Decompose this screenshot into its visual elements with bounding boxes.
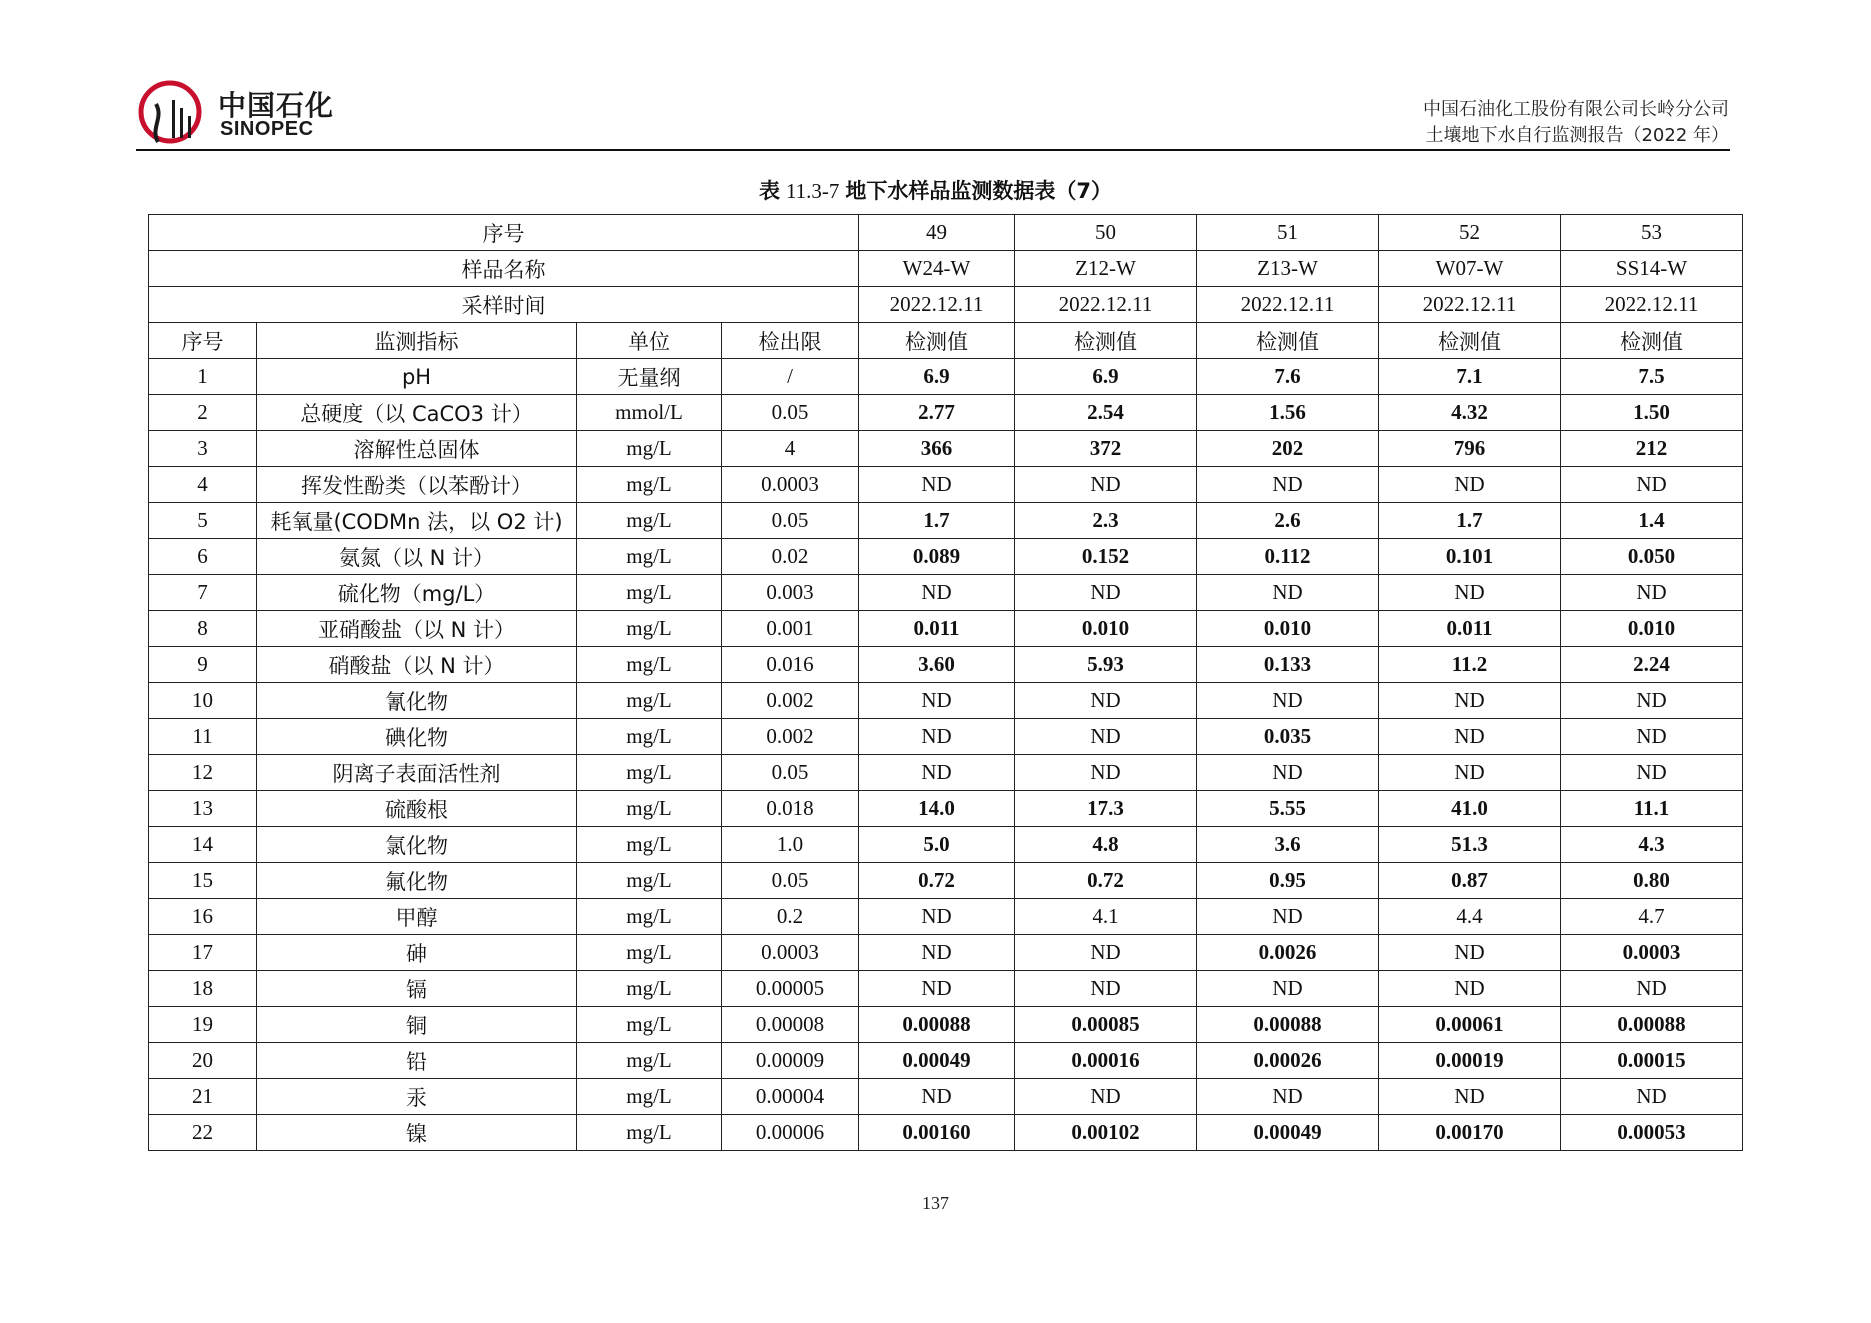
table-row [149, 755, 1743, 791]
serial-cell: 52 [1379, 215, 1561, 251]
serial-cell: 51 [1197, 215, 1379, 251]
row-detection-limit-cell: 0.016 [722, 647, 859, 683]
table-title-prefix: 表 [758, 179, 780, 203]
row-indicator-cell: 镉 [257, 971, 577, 1007]
row-detection-limit-cell: 0.0003 [722, 935, 859, 971]
sample-name-cell: W07-W [1379, 251, 1561, 287]
row-value-cell: 0.010 [1015, 611, 1197, 647]
row-value-cell: 11.1 [1561, 791, 1743, 827]
row-value-cell: 0.011 [1379, 611, 1561, 647]
row-indicator-cell: 阴离子表面活性剂 [257, 755, 577, 791]
row-value-cell: 0.00015 [1561, 1043, 1743, 1079]
row-indicator-cell: 砷 [257, 935, 577, 971]
row-serial-cell: 16 [149, 899, 257, 935]
row-serial-cell: 17 [149, 935, 257, 971]
row-detection-limit-cell: 0.0003 [722, 467, 859, 503]
row-unit-cell: mg/L [577, 683, 722, 719]
header-value: 检测值 [1561, 323, 1743, 359]
row-detection-limit-cell: 0.05 [722, 395, 859, 431]
sampling-time-cell: 2022.12.11 [1197, 287, 1379, 323]
sample-name-cell: Z12-W [1015, 251, 1197, 287]
row-unit-cell: mg/L [577, 647, 722, 683]
row-detection-limit-cell: 0.001 [722, 611, 859, 647]
row-detection-limit-cell: 0.05 [722, 863, 859, 899]
row-serial-cell: 10 [149, 683, 257, 719]
serial-cell: 50 [1015, 215, 1197, 251]
row-unit-cell: mg/L [577, 1007, 722, 1043]
row-indicator-cell: 汞 [257, 1079, 577, 1115]
row-value-cell: ND [1379, 971, 1561, 1007]
row-value-cell: 4.1 [1015, 899, 1197, 935]
row-serial-cell: 15 [149, 863, 257, 899]
row-indicator-cell: 溶解性总固体 [257, 431, 577, 467]
row-serial-cell: 1 [149, 359, 257, 395]
row-value-cell: 0.112 [1197, 539, 1379, 575]
row-value-cell: 372 [1015, 431, 1197, 467]
row-value-cell: ND [1379, 683, 1561, 719]
row-indicator-cell: 氰化物 [257, 683, 577, 719]
row-value-cell: 3.60 [859, 647, 1015, 683]
header-unit: 单位 [577, 323, 722, 359]
row-value-cell: 1.7 [859, 503, 1015, 539]
row-value-cell: 0.089 [859, 539, 1015, 575]
row-value-cell: 0.101 [1379, 539, 1561, 575]
row-value-cell: ND [1379, 719, 1561, 755]
row-serial-cell: 5 [149, 503, 257, 539]
row-serial-cell: 12 [149, 755, 257, 791]
sample-name-cell: W24-W [859, 251, 1015, 287]
row-value-cell: 0.00170 [1379, 1115, 1561, 1151]
row-detection-limit-cell: 0.018 [722, 791, 859, 827]
row-value-cell: ND [859, 935, 1015, 971]
table-row [149, 395, 1743, 431]
sampling-time-cell: 2022.12.11 [1561, 287, 1743, 323]
row-value-cell: 0.050 [1561, 539, 1743, 575]
row-value-cell: 366 [859, 431, 1015, 467]
row-value-cell: ND [859, 683, 1015, 719]
top-row-sample-name [149, 251, 1743, 287]
row-serial-cell: 22 [149, 1115, 257, 1151]
row-value-cell: 0.133 [1197, 647, 1379, 683]
row-value-cell: 0.72 [1015, 863, 1197, 899]
page-number: 137 [922, 1193, 949, 1213]
row-unit-cell: mg/L [577, 431, 722, 467]
row-serial-cell: 3 [149, 431, 257, 467]
row-value-cell: 0.00160 [859, 1115, 1015, 1151]
table-row [149, 431, 1743, 467]
row-value-cell: ND [1561, 467, 1743, 503]
row-value-cell: ND [859, 575, 1015, 611]
row-value-cell: 1.7 [1379, 503, 1561, 539]
row-serial-cell: 6 [149, 539, 257, 575]
table-row [149, 863, 1743, 899]
row-detection-limit-cell: 1.0 [722, 827, 859, 863]
row-value-cell: 11.2 [1379, 647, 1561, 683]
row-value-cell: 0.00102 [1015, 1115, 1197, 1151]
sampling-time-cell: 2022.12.11 [1015, 287, 1197, 323]
row-value-cell: ND [1379, 755, 1561, 791]
row-indicator-cell: 镍 [257, 1115, 577, 1151]
row-value-cell: 0.035 [1197, 719, 1379, 755]
row-unit-cell: mg/L [577, 935, 722, 971]
row-indicator-cell: 耗氧量(CODMn 法，以 O2 计) [257, 503, 577, 539]
row-serial-cell: 21 [149, 1079, 257, 1115]
row-value-cell: 0.010 [1561, 611, 1743, 647]
row-indicator-cell: 硫酸根 [257, 791, 577, 827]
row-unit-cell: 无量纲 [577, 359, 722, 395]
row-value-cell: ND [1197, 575, 1379, 611]
row-value-cell: 0.00088 [1561, 1007, 1743, 1043]
row-value-cell: ND [1015, 683, 1197, 719]
table-row [149, 1007, 1743, 1043]
row-value-cell: ND [1015, 719, 1197, 755]
row-value-cell: ND [1561, 971, 1743, 1007]
table-row [149, 1079, 1743, 1115]
row-value-cell: ND [1379, 575, 1561, 611]
row-serial-cell: 7 [149, 575, 257, 611]
row-indicator-cell: 铜 [257, 1007, 577, 1043]
row-value-cell: 7.5 [1561, 359, 1743, 395]
logo-chinese-name: 中国石化 [218, 89, 335, 122]
top-row-sampling-time [149, 287, 1743, 323]
row-value-cell: 7.6 [1197, 359, 1379, 395]
row-value-cell: 0.80 [1561, 863, 1743, 899]
row-value-cell: ND [1379, 467, 1561, 503]
row-value-cell: 0.00061 [1379, 1007, 1561, 1043]
header-value: 检测值 [1015, 323, 1197, 359]
row-indicator-cell: 氨氮（以 N 计） [257, 539, 577, 575]
row-unit-cell: mg/L [577, 971, 722, 1007]
row-value-cell: ND [1197, 971, 1379, 1007]
row-value-cell: ND [1379, 935, 1561, 971]
sample-name-cell: SS14-W [1561, 251, 1743, 287]
row-detection-limit-cell: 0.00006 [722, 1115, 859, 1151]
row-unit-cell: mg/L [577, 755, 722, 791]
header-divider [136, 149, 1730, 151]
row-indicator-cell: 亚硝酸盐（以 N 计） [257, 611, 577, 647]
table-row [149, 1115, 1743, 1151]
row-value-cell: 0.0026 [1197, 935, 1379, 971]
row-value-cell: ND [859, 467, 1015, 503]
row-value-cell: 1.50 [1561, 395, 1743, 431]
row-unit-cell: mg/L [577, 575, 722, 611]
row-unit-cell: mg/L [577, 899, 722, 935]
row-value-cell: 4.32 [1379, 395, 1561, 431]
row-unit-cell: mg/L [577, 467, 722, 503]
row-value-cell: 4.3 [1561, 827, 1743, 863]
row-value-cell: 2.24 [1561, 647, 1743, 683]
row-detection-limit-cell: 0.002 [722, 719, 859, 755]
row-value-cell: 7.1 [1379, 359, 1561, 395]
row-value-cell: ND [1015, 1079, 1197, 1115]
row-value-cell: 0.00049 [1197, 1115, 1379, 1151]
sinopec-emblem-icon [136, 78, 214, 148]
row-value-cell: ND [1197, 1079, 1379, 1115]
row-detection-limit-cell: 0.00008 [722, 1007, 859, 1043]
report-title: 土壤地下水自行监测报告（2022 年） [1425, 125, 1729, 146]
row-serial-cell: 4 [149, 467, 257, 503]
row-value-cell: 0.87 [1379, 863, 1561, 899]
table-row [149, 467, 1743, 503]
row-value-cell: 212 [1561, 431, 1743, 467]
row-indicator-cell: 铅 [257, 1043, 577, 1079]
row-value-cell: 1.56 [1197, 395, 1379, 431]
sample-name-cell: Z13-W [1197, 251, 1379, 287]
groundwater-data-table [148, 214, 1743, 1151]
row-detection-limit-cell: 0.00009 [722, 1043, 859, 1079]
row-indicator-cell: 甲醇 [257, 899, 577, 935]
row-detection-limit-cell: 0.00005 [722, 971, 859, 1007]
sinopec-logo [136, 78, 346, 148]
row-indicator-cell: 碘化物 [257, 719, 577, 755]
row-value-cell: 0.00088 [859, 1007, 1015, 1043]
row-value-cell: 202 [1197, 431, 1379, 467]
logo-english-name: SINOPEC [220, 118, 314, 140]
table-row [149, 503, 1743, 539]
row-indicator-cell: 硫化物（mg/L） [257, 575, 577, 611]
row-unit-cell: mg/L [577, 1115, 722, 1151]
table-row [149, 935, 1743, 971]
serial-cell: 49 [859, 215, 1015, 251]
row-indicator-cell: 总硬度（以 CaCO3 计） [257, 395, 577, 431]
table-row [149, 611, 1743, 647]
row-value-cell: 0.00088 [1197, 1007, 1379, 1043]
row-detection-limit-cell: 0.2 [722, 899, 859, 935]
row-value-cell: 2.3 [1015, 503, 1197, 539]
row-value-cell: 0.00085 [1015, 1007, 1197, 1043]
row-value-cell: 0.152 [1015, 539, 1197, 575]
row-serial-cell: 19 [149, 1007, 257, 1043]
row-value-cell: 6.9 [1015, 359, 1197, 395]
row-value-cell: ND [859, 1079, 1015, 1115]
row-unit-cell: mg/L [577, 539, 722, 575]
row-value-cell: 5.55 [1197, 791, 1379, 827]
top-row-label: 样品名称 [149, 251, 859, 287]
table-row [149, 575, 1743, 611]
row-value-cell: 0.011 [859, 611, 1015, 647]
row-detection-limit-cell: 0.05 [722, 755, 859, 791]
row-value-cell: ND [1015, 755, 1197, 791]
table-row [149, 647, 1743, 683]
table-row [149, 827, 1743, 863]
row-value-cell: ND [1015, 575, 1197, 611]
row-value-cell: 4.8 [1015, 827, 1197, 863]
row-value-cell: ND [1197, 899, 1379, 935]
row-value-cell: 0.95 [1197, 863, 1379, 899]
row-value-cell: ND [1015, 935, 1197, 971]
row-serial-cell: 20 [149, 1043, 257, 1079]
company-name: 中国石油化工股份有限公司长岭分公司 [1423, 99, 1729, 120]
company-header [1423, 97, 1729, 149]
row-value-cell: ND [1561, 719, 1743, 755]
header-serial: 序号 [149, 323, 257, 359]
row-unit-cell: mg/L [577, 827, 722, 863]
row-detection-limit-cell: 4 [722, 431, 859, 467]
row-value-cell: ND [1561, 755, 1743, 791]
row-unit-cell: mmol/L [577, 395, 722, 431]
top-row-label: 采样时间 [149, 287, 859, 323]
row-serial-cell: 2 [149, 395, 257, 431]
sampling-time-cell: 2022.12.11 [859, 287, 1015, 323]
header-detection-limit: 检出限 [722, 323, 859, 359]
row-value-cell: 6.9 [859, 359, 1015, 395]
row-unit-cell: mg/L [577, 1043, 722, 1079]
serial-cell: 53 [1561, 215, 1743, 251]
row-value-cell: 2.6 [1197, 503, 1379, 539]
row-value-cell: 0.010 [1197, 611, 1379, 647]
table-title [0, 175, 1871, 205]
table-row [149, 971, 1743, 1007]
header-value: 检测值 [1197, 323, 1379, 359]
row-detection-limit-cell: / [722, 359, 859, 395]
row-serial-cell: 14 [149, 827, 257, 863]
header-value: 检测值 [1379, 323, 1561, 359]
header-indicator: 监测指标 [257, 323, 577, 359]
row-unit-cell: mg/L [577, 791, 722, 827]
row-detection-limit-cell: 0.002 [722, 683, 859, 719]
row-value-cell: ND [1015, 971, 1197, 1007]
row-serial-cell: 11 [149, 719, 257, 755]
sampling-time-cell: 2022.12.11 [1379, 287, 1561, 323]
row-value-cell: 796 [1379, 431, 1561, 467]
row-indicator-cell: 氯化物 [257, 827, 577, 863]
table-title-text: 地下水样品监测数据表（7） [845, 179, 1113, 203]
row-indicator-cell: pH [257, 359, 577, 395]
row-value-cell: 0.00026 [1197, 1043, 1379, 1079]
row-value-cell: ND [1561, 575, 1743, 611]
row-value-cell: ND [1015, 467, 1197, 503]
row-detection-limit-cell: 0.05 [722, 503, 859, 539]
table-row [149, 791, 1743, 827]
row-value-cell: 0.00019 [1379, 1043, 1561, 1079]
row-indicator-cell: 硝酸盐（以 N 计） [257, 647, 577, 683]
table-row [149, 1043, 1743, 1079]
row-serial-cell: 18 [149, 971, 257, 1007]
header-value: 检测值 [859, 323, 1015, 359]
row-value-cell: 5.93 [1015, 647, 1197, 683]
row-unit-cell: mg/L [577, 1079, 722, 1115]
table-row [149, 539, 1743, 575]
table-number: 11.3-7 [785, 179, 840, 203]
row-value-cell: ND [859, 755, 1015, 791]
row-value-cell: ND [1561, 1079, 1743, 1115]
row-value-cell: 0.00053 [1561, 1115, 1743, 1151]
row-value-cell: 51.3 [1379, 827, 1561, 863]
row-unit-cell: mg/L [577, 719, 722, 755]
row-value-cell: ND [1379, 1079, 1561, 1115]
table-row [149, 719, 1743, 755]
row-value-cell: ND [1197, 683, 1379, 719]
row-value-cell: 0.00049 [859, 1043, 1015, 1079]
row-detection-limit-cell: 0.02 [722, 539, 859, 575]
row-value-cell: 2.54 [1015, 395, 1197, 431]
row-value-cell: ND [859, 899, 1015, 935]
row-serial-cell: 13 [149, 791, 257, 827]
row-value-cell: 5.0 [859, 827, 1015, 863]
table-row [149, 683, 1743, 719]
row-value-cell: 14.0 [859, 791, 1015, 827]
top-row-label: 序号 [149, 215, 859, 251]
row-value-cell: 0.0003 [1561, 935, 1743, 971]
row-value-cell: ND [859, 971, 1015, 1007]
row-unit-cell: mg/L [577, 503, 722, 539]
column-header-row [149, 323, 1743, 359]
table-row [149, 359, 1743, 395]
row-serial-cell: 9 [149, 647, 257, 683]
table-body [149, 215, 1743, 1151]
top-row-serial [149, 215, 1743, 251]
row-serial-cell: 8 [149, 611, 257, 647]
row-value-cell: ND [1197, 467, 1379, 503]
row-unit-cell: mg/L [577, 863, 722, 899]
row-value-cell: ND [1197, 755, 1379, 791]
table-row [149, 899, 1743, 935]
row-value-cell: 41.0 [1379, 791, 1561, 827]
row-value-cell: 17.3 [1015, 791, 1197, 827]
row-value-cell: 3.6 [1197, 827, 1379, 863]
row-value-cell: 1.4 [1561, 503, 1743, 539]
row-value-cell: 4.7 [1561, 899, 1743, 935]
row-indicator-cell: 挥发性酚类（以苯酚计） [257, 467, 577, 503]
row-value-cell: 0.00016 [1015, 1043, 1197, 1079]
row-value-cell: ND [1561, 683, 1743, 719]
row-value-cell: 2.77 [859, 395, 1015, 431]
row-value-cell: 4.4 [1379, 899, 1561, 935]
row-unit-cell: mg/L [577, 611, 722, 647]
row-value-cell: 0.72 [859, 863, 1015, 899]
row-value-cell: ND [859, 719, 1015, 755]
row-indicator-cell: 氟化物 [257, 863, 577, 899]
row-detection-limit-cell: 0.00004 [722, 1079, 859, 1115]
row-detection-limit-cell: 0.003 [722, 575, 859, 611]
